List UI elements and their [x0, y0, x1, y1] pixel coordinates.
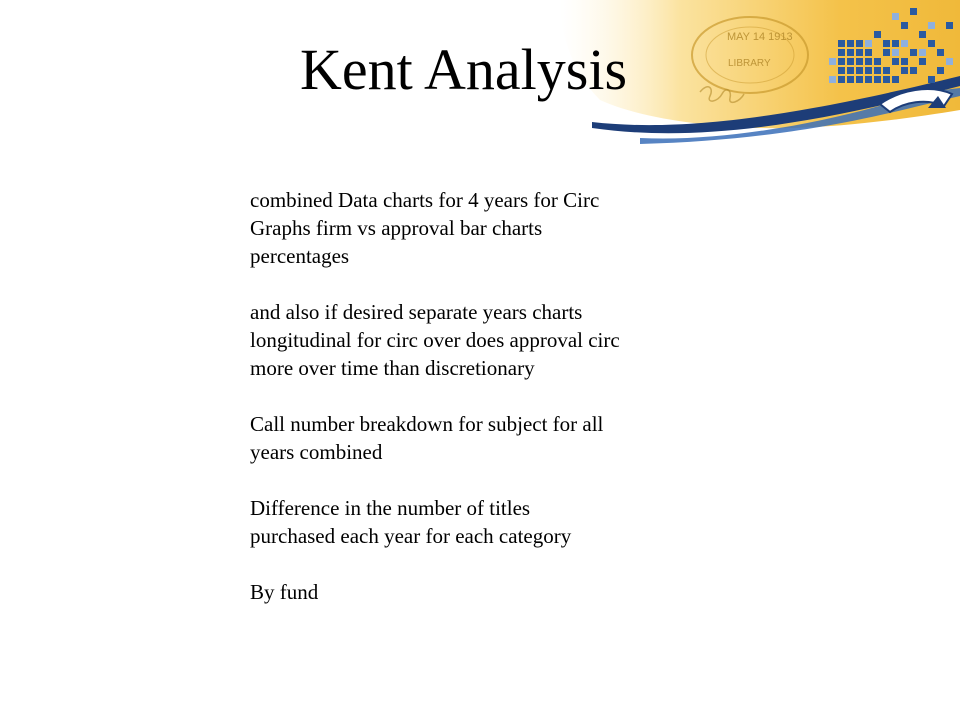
stamp-date: MAY 14 1913: [727, 31, 793, 43]
paragraph-line: longitudinal for circ over does approval circ: [250, 328, 620, 352]
paragraph-line: Call number breakdown for subject for all: [250, 412, 604, 436]
paragraph-line: combined Data charts for 4 years for Circ: [250, 188, 600, 212]
slide-title: Kent Analysis: [300, 37, 628, 102]
paragraph-by-fund: [250, 578, 770, 606]
paragraph-line: percentages: [250, 244, 350, 268]
paragraph-line: purchased each year for each category: [250, 524, 572, 548]
paragraph-line: By fund: [250, 580, 319, 604]
paragraph-call-number: [250, 410, 770, 466]
stamp-label: LIBRARY: [728, 58, 771, 69]
paragraph-line: years combined: [250, 440, 383, 464]
paragraph-circ-charts: [250, 186, 770, 270]
paragraph-line: and also if desired separate years charts: [250, 300, 583, 324]
paragraph-line: Difference in the number of titles: [250, 496, 531, 520]
paragraph-line: Graphs firm vs approval bar charts: [250, 216, 543, 240]
slide-body: [250, 186, 770, 634]
paragraph-titles-difference: [250, 494, 770, 550]
paragraph-line: more over time than discretionary: [250, 356, 535, 380]
paragraph-longitudinal: [250, 298, 770, 382]
